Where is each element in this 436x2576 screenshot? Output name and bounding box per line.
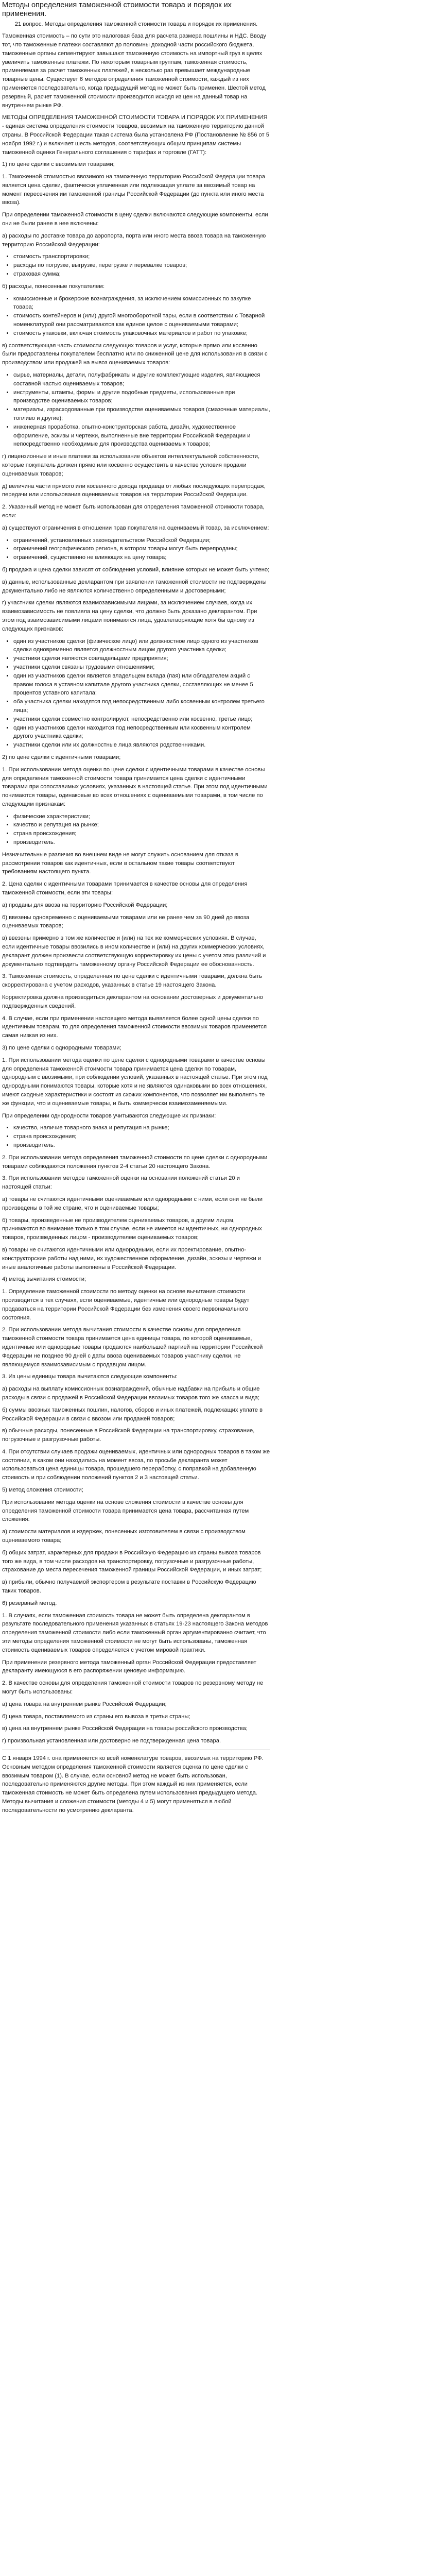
paragraph: Незначительные различия во внешнем виде не могут служить основанием для отказа в рассмотрении товаров как идентичных, если в остальном такие товары соответствуют требованиям настоящего пункта.: [2, 851, 238, 875]
paragraph: в) соответствующая часть стоимости следующих товаров и услуг, которые прямо или косвенно были предоставлены покупателем бесплатно или по сниженной цене для использования в связи с производством или продажей на вывоз оцениваемых товаров:: [2, 342, 268, 366]
paragraph: Таможенная стоимость – по сути это налоговая база для расчета размера пошлины и НДС. Вводу тот, что таможенные платежи составляют до половины доходной части российского бюджета, таможенные органы сегментируют завышают таможенную стоимость на импортный груз в целях увеличить таможенные платежи. По некоторым товарным группам, таможенная стоимость, применяемая за расчет таможенных платежей, в несколько раз превышает международные товарные цены. Существует 6 методов определения таможенной стоимости, каждый из них применяется последовательно, когда предыдущий метод не может быть применен. Шестой метод резервный, расчет таможенной стоимости производится исходя из цен на данный товар на внутреннем рынке РФ.: [2, 33, 266, 109]
paragraph: При применении резервного метода таможенный орган Российской Федерации предоставляет декларанту имеющуюся в его распоряжении ценовую информацию.: [2, 1659, 256, 1674]
paragraph: 3) по цене сделки с однородными товарами;: [2, 1045, 121, 1052]
paragraph: 2. При использовании метода вычитания стоимости в качестве основы для определения таможенной стоимости товара принимается цена единицы товара, по которой оцениваемые, идентичные или однородные товары продаются наибольшей партией на территории Российской Федерации не позднее 90 дней с даты ввоза оцениваемых товаров участнику сделки, не являющемуся взаимозависимым с продавцом лицом.: [2, 1327, 263, 1368]
list-item: • страна происхождения;: [13, 1132, 270, 1141]
list-item: ▪ один из участников сделки является владельцем вклада (пая) или обладателем акций с правом голоса в уставном капитале другого участника сделки, составляющих не менее 5 процентов уставного капитала;: [13, 672, 270, 698]
list-item: • ограничений географического региона, в котором товары могут быть перепроданы;: [13, 545, 270, 553]
list-item: • страховая сумма;: [13, 270, 270, 279]
paragraph: 3. Из цены единицы товара вычитаются следующие компоненты:: [2, 1374, 178, 1380]
list-item: • ограничений, существенно не влияющих на цену товара;: [13, 553, 270, 562]
list-item: • страна происхождения;: [13, 829, 270, 838]
bullet-list: [2, 812, 270, 847]
paragraph: а) расходы на выплату комиссионных вознаграждений, обычные надбавки на прибыль и общие расходы в связи с продажей в Российской Федерации ввозимых товаров того же класса и вида;: [2, 1386, 260, 1401]
paragraph: в) ввезены примерно в том же количестве и (или) на тех же коммерческих условиях. В случае, если идентичные товары ввозились в ином количестве и (или) на других коммерческих условиях, декларант должен произвести соответствующую корректировку их цены с учетом этих различий и документально подтвердить таможенному органу Российской Федерации ее обоснованность.: [2, 935, 266, 968]
paragraph: в) данные, использованные декларантом при заявлении таможенной стоимости не подтверждены документально либо не являются количественно определенными и достоверными;: [2, 579, 267, 594]
paragraph: а) стоимости материалов и издержек, понесенных изготовителем в связи с производством оцениваемого товара;: [2, 1529, 246, 1544]
paragraph: При использовании метода оценки на основе сложения стоимости в качестве основы для определения таможенной стоимости товара принимается цена товара, рассчитанная путем сложения:: [2, 1499, 249, 1523]
paragraph: 2. Указанный метод не может быть использован для определения таможенной стоимости товара, если:: [2, 504, 265, 519]
paragraph: 1. При использовании метода оценки по цене сделки с идентичными товарами в качестве основы для определения таможенной стоимости товара принимается цена сделки с идентичными товарами при сопоставимых условиях, указанных в настоящей статье. При этом под идентичными понимаются товары, одинаковые во всех отношениях с оцениваемыми товарами, в том числе по следующим признакам:: [2, 766, 268, 807]
list-item: • стоимость транспортировки;: [13, 252, 270, 261]
paragraph: а) проданы для ввоза на территорию Российской Федерации;: [2, 902, 168, 908]
paragraph: а) существуют ограничения в отношении прав покупателя на оцениваемый товар, за исключением:: [2, 524, 269, 531]
page-title: Методы определения таможенной стоимости товара и порядок их применения.: [2, 1, 232, 18]
paragraph: 4. В случае, если при применении настоящего метода выявляется более одной цены сделки по идентичным товарам, то для определения таможенной стоимости ввозимых товаров применяется самая низкая из них.: [2, 1015, 267, 1039]
list-item: ▪ один из участников сделки находится под непосредственным или косвенным контролем другого участника сделки;: [13, 724, 270, 741]
paragraph: 3. При использовании методов таможенной оценки на основании положений статьи 20 и настоящей статьи:: [2, 1175, 240, 1191]
paragraph: С 1 января 1994 г. она применяется ко всей номенклатуре товаров, ввозимых на территорию РФ. Основным методом определения таможенной стоимости является оценка по цене сделки с ввозимым товаром (1). В случае, если основной метод не может быть использован, последовательно применяются другие методы. При этом каждый из них применяется, если таможенная стоимость не может быть определена путем использования предыдущего метода. Методы вычитания и сложения стоимости (методы 4 и 5) могут применяться в любой последовательности по усмотрению декларанта.: [2, 1755, 264, 1814]
paragraph: в) цена на внутреннем рынке Российской Федерации на товары российского производства;: [2, 1725, 248, 1732]
paragraph: 2. Цена сделки с идентичными товарами принимается в качестве основы для определения таможенной стоимости, если эти товары:: [2, 881, 248, 896]
paragraph: б) цена товара, поставляемого из страны его вывоза в третьи страны;: [2, 1713, 190, 1720]
paragraph: 2. При использовании метода определения таможенной стоимости по цене сделки с однородными товарами соблюдаются положения пунктов 2-4 статьи 20 настоящего Закона.: [2, 1154, 268, 1170]
list-item: ▪ один из участников сделки (физическое лицо) или должностное лицо одного из участников сделки одновременно является должностным лицом другого участника сделки;: [13, 637, 270, 655]
paragraph: г) участники сделки являются взаимозависимыми лицами, за исключением случаев, когда их взаимозависимость не повлияла на цену сделки, что должно быть доказано декларантом. При этом под взаимозависимыми лицами понимаются лица, удовлетворяющие хотя бы одному из следующих признаков:: [2, 600, 257, 632]
list-item: ▪ участники сделки или их должностные лица являются родственниками.: [13, 741, 270, 750]
list-item: ▪ оба участника сделки находятся под непосредственным либо косвенным контролем третьего лица;: [13, 698, 270, 715]
list-item: • расходы по погрузке, выгрузке, перегрузке и перевалке товаров;: [13, 261, 270, 270]
paragraph: При определении однородности товаров учитываются следующие их признаки:: [2, 1112, 216, 1119]
list-item: • качество, наличие товарного знака и репутация на рынке;: [13, 1124, 270, 1132]
list-item: • ограничений, установленных законодательством Российской Федерации;: [13, 536, 270, 545]
paragraph: 1) по цене сделки с ввозимыми товарами;: [2, 161, 115, 168]
list-item: ▪ участники сделки совместно контролируют, непосредственно или косвенно, третье лицо;: [13, 715, 270, 724]
paragraph: в) товары не считаются идентичными или однородными, если их проектирование, опытно-конструкторские работы над ними, их художественное оформление, дизайн, эскизы и чертежи и иные аналогичные работы выполнены в Российской Федерации.: [2, 1246, 261, 1270]
paragraph: в) обычные расходы, понесенные в Российской Федерации на транспортировку, страхование, погрузочные и разгрузочные работы.: [2, 1428, 255, 1443]
list-item: • инструменты, штампы, формы и другие подобные предметы, использованные при производстве оцениваемых товаров;: [13, 388, 270, 406]
paragraph: 5) метод сложения стоимости;: [2, 1487, 83, 1494]
paragraph: б) товары, произведенные не производителем оцениваемых товаров, а другим лицом, принимаются во внимание только в том случае, если не имеется ни идентичных, ни однородных товаров, произведенных лицом - производителем оцениваемых товаров;: [2, 1217, 262, 1241]
paragraph: б) суммы ввозных таможенных пошлин, налогов, сборов и иных платежей, подлежащих уплате в Российской Федерации в связи с ввозом или продажей товаров;: [2, 1406, 263, 1422]
bullet-list: [2, 1124, 270, 1149]
paragraph: д) величина части прямого или косвенного дохода продавца от любых последующих перепродаж, передачи или использования оцениваемых товаров на территории Российской Федерации.: [2, 483, 266, 498]
bullet-list: [2, 295, 270, 338]
paragraph: а) товары не считаются идентичными оцениваемым или однородными с ними, если они не были произведены в той же стране, что и оцениваемые товары;: [2, 1196, 263, 1211]
paragraph: Корректировка должна производиться декларантом на основании достоверных и документально подтвержденных сведений.: [2, 994, 263, 1009]
document-body: [2, 20, 270, 1815]
paragraph: 4) метод вычитания стоимости;: [2, 1276, 86, 1283]
paragraph: 1. Таможенной стоимостью ввозимого на таможенную территорию Российской Федерации товара является цена сделки, фактически уплаченная или подлежащая уплате за ввозимый товар на момент пересечения им таможенной границы Российской Федерации (до пункта или иного места ввоза).: [2, 174, 265, 206]
bullet-list: [2, 536, 270, 562]
paragraph: 1. В случаях, если таможенная стоимость товара не может быть определена декларантом в результате последовательного применения указанных в статьях 19-23 настоящего Закона методов определения таможенной стоимости либо если таможенный орган аргументированно считает, что эти методы определения таможенной стоимости не могут быть использованы, таможенная стоимость оцениваемых товаров определяется с учетом мировой практики.: [2, 1612, 268, 1653]
paragraph: а) цена товара на внутреннем рынке Российской Федерации;: [2, 1701, 167, 1707]
paragraph: 4. При отсутствии случаев продажи оцениваемых, идентичных или однородных товаров в таком же состоянии, в каком они находились на момент ввоза, по просьбе декларанта может использоваться цена единицы товара, прошедшего переработку, с поправкой на добавленную стоимость и при соблюдении положений пунктов 2 и 3 настоящей статьи.: [2, 1448, 270, 1481]
paragraph: МЕТОДЫ ОПРЕДЕЛЕНИЯ ТАМОЖЕННОЙ СТОИМОСТИ ТОВАРА И ПОРЯДОК ИХ ПРИМЕНЕНИЯ - единая система определения стоимости товаров, ввозимых на таможенную территорию данной страны. В Российской Федерации такая система была установлена РФ (Постановление № 856 от 5 ноября 1992 г.) и включает шесть методов, соответствующих общим принципам системы таможенной оценки Генерального соглашения о тарифах и торговле (ГАТТ):: [2, 114, 269, 156]
list-item: ▪ участники сделки являются совладельцами предприятия;: [13, 654, 270, 663]
bullet-list: [2, 371, 270, 449]
list-item: • материалы, израсходованные при производстве оцениваемых товаров (смазочные материалы, топливо и другие);: [13, 405, 270, 423]
list-item: • стоимость контейнеров и (или) другой многооборотной тары, если в соответствии с Товарной номенклатурой они рассматриваются как единое целое с оцениваемыми товарами;: [13, 312, 270, 329]
list-item: • сырье, материалы, детали, полуфабрикаты и другие комплектующие изделия, являющиеся составной частью оцениваемых товаров;: [13, 371, 270, 388]
paragraph: б) расходы, понесенные покупателем:: [2, 283, 105, 290]
paragraph: г) произвольная установленная или достоверно не подтвержденная цена товара.: [2, 1738, 221, 1744]
paragraph: При определении таможенной стоимости в цену сделки включаются следующие компоненты, если они не были ранее в нее включены:: [2, 212, 268, 227]
paragraph: в) прибыли, обычно получаемой экспортером в результате поставки в Российскую Федерацию таких товаров.: [2, 1579, 256, 1595]
paragraph: б) общих затрат, характерных для продажи в Российскую Федерацию из страны вывоза товаров того же вида, в том числе расходов на транспортировку, погрузочные и разгрузочные работы, страхование до места пересечения таможенной границы Российской Федерации, и иных затрат;: [2, 1549, 262, 1573]
paragraph: 2. В качестве основы для определения таможенной стоимости товаров по резервному методу не могут быть использованы:: [2, 1680, 264, 1696]
paragraph: 2) по цене сделки с идентичными товарами;: [2, 754, 121, 760]
list-item: ▪ участники сделки связаны трудовыми отношениями;: [13, 663, 270, 672]
page: [0, 0, 270, 1815]
paragraph: а) расходы по доставке товара до аэропорта, порта или иного места ввоза товара на таможенную территорию Российской Федерации:: [2, 232, 266, 248]
paragraph: б) продажа и цена сделки зависят от соблюдения условий, влияние которых не может быть учтено;: [2, 566, 270, 573]
paragraph: б) ввезены одновременно с оцениваемыми товарами или не ранее чем за 90 дней до ввоза оцениваемых товаров;: [2, 914, 250, 929]
list-item: • стоимость упаковки, включая стоимость упаковочных материалов и работ по упаковке;: [13, 329, 270, 338]
paragraph: 3. Таможенная стоимость, определенная по цене сделки с идентичными товарами, должна быть скорректирована с учетом расходов, указанных в статье 19 настоящего Закона.: [2, 973, 263, 989]
bullet-list: [2, 637, 270, 750]
paragraph: 1. При использовании метода оценки по цене сделки с однородными товарами в качестве основы для определения таможенной стоимости товара принимается цена сделки по товарам, однородным с ввозимыми, при соблюдении условий, указанных в настоящей статье. При этом под однородными понимаются товары, которые хотя и не являются одинаковыми во всех отношениях, имеют сходные характеристики и состоят из схожих компонентов, что позволяет им выполнять те же функции, что и оцениваемые товары, и быть коммерчески взаимозаменяемыми.: [2, 1057, 268, 1107]
list-item: • производитель.: [13, 838, 270, 847]
paragraph: г) лицензионные и иные платежи за использование объектов интеллектуальной собственности, которые покупатель должен прямо или косвенно осуществить в качестве условия продажи оцениваемых товаров;: [2, 453, 260, 477]
subtitle: 21 вопрос. Методы определения таможенной стоимости товара и порядок их применения.: [14, 21, 258, 28]
list-item: • комиссионные и брокерские вознаграждения, за исключением комиссионных по закупке товара;: [13, 295, 270, 312]
list-item: • производитель.: [13, 1141, 270, 1150]
paragraph: 6) резервный метод.: [2, 1600, 57, 1606]
paragraph: 1. Определение таможенной стоимости по методу оценки на основе вычитания стоимости производится в тех случаях, если оцениваемые, идентичные или однородные товары будут продаваться на территории Российской Федерации без изменения своего первоначального состояния.: [2, 1289, 250, 1321]
bullet-list: [2, 252, 270, 278]
list-item: • физические характеристики;: [13, 812, 270, 821]
list-item: • качество и репутация на рынке;: [13, 821, 270, 829]
list-item: • инженерная проработка, опытно-конструкторская работа, дизайн, художественное оформление, эскизы и чертежи, выполненные вне территории Российской Федерации и непосредственно необходимые для производства оцениваемых товаров;: [13, 423, 270, 449]
